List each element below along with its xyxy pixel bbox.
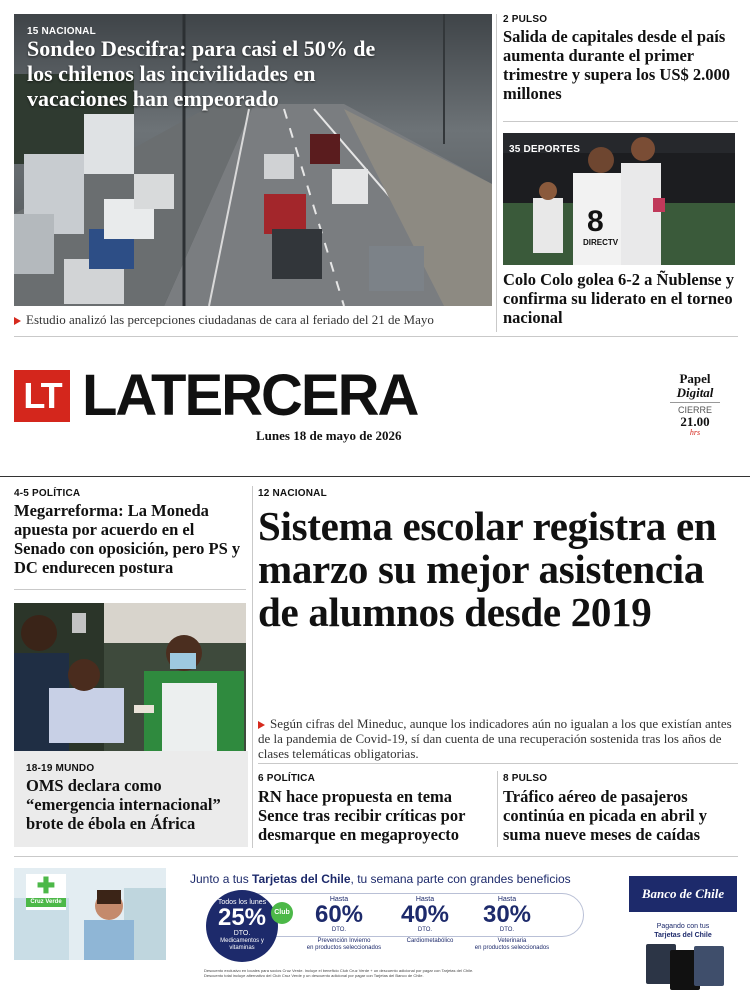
ad-offer-1-hasta: Hasta bbox=[329, 896, 349, 903]
issue-date: Lunes 18 de mayo de 2026 bbox=[256, 428, 402, 443]
mundo-headline[interactable]: OMS declara como “emergencia internacional” brote de ébola en África bbox=[26, 776, 221, 833]
ad-offer-3 bbox=[482, 896, 532, 933]
papel-label: Papel bbox=[679, 371, 711, 386]
ad-pharmacist-photo bbox=[14, 868, 166, 960]
ad-fine-print-1: Descuento exclusivo en locales para socios Cruz Verde. Incluye el beneficio Club Cruz Verde + un descuento adicional por pagar con Tarjetas del Chile. bbox=[204, 968, 474, 973]
jersey-number: 8 bbox=[587, 205, 604, 238]
ad-offer-2-label-box bbox=[390, 938, 470, 945]
green-cross-icon: ✚ bbox=[36, 873, 56, 898]
cruz-verde-logo bbox=[26, 874, 66, 910]
politica-bottom-headline[interactable]: RN hace propuesta en tema Sence tras recibir críticas por desmarque en megaproyecto bbox=[258, 787, 466, 844]
divider-vertical-bottom bbox=[497, 771, 498, 847]
top-story-tag: 15 NACIONAL bbox=[27, 26, 96, 37]
ad-circle-dto: DTO. bbox=[233, 930, 251, 937]
ad-offer-1-pct: 60% bbox=[314, 901, 364, 928]
mundo-photo[interactable] bbox=[14, 603, 246, 751]
ad-circle-top: Todos los lunes bbox=[217, 899, 267, 906]
ad-circle-pct: 25% bbox=[217, 904, 267, 931]
divider-left-1 bbox=[14, 589, 246, 590]
politica-left-tag: 4-5 POLÍTICA bbox=[14, 488, 81, 499]
main-story-tag: 12 NACIONAL bbox=[258, 488, 327, 499]
deportes-headline[interactable]: Colo Colo golea 6-2 a Ñublense y confirma su liderato en el torneo nacional bbox=[503, 270, 734, 327]
bullet-triangle-icon bbox=[14, 317, 21, 325]
ad-offer-3-pct: 30% bbox=[482, 901, 532, 928]
ad-fine-print bbox=[204, 968, 604, 978]
ad-offer-2 bbox=[400, 896, 450, 933]
top-story-caption-row bbox=[14, 312, 494, 328]
ad-offer-3-dto: DTO. bbox=[499, 927, 515, 933]
pulso-top-headline[interactable]: Salida de capitales desde el país aumenta durante el primer trimestre y supera los US$ 2.000 millones bbox=[503, 27, 731, 103]
bullet-triangle-icon bbox=[258, 721, 265, 729]
cruz-verde-label: Cruz Verde bbox=[26, 898, 66, 907]
ad-headline bbox=[190, 872, 571, 886]
ad-headline-pre: Junto a tus bbox=[190, 872, 253, 886]
main-story-summary: Según cifras del Mineduc, aunque los indicadores aún no igualan a los que existían antes de la pandemia de Covid-19, sí dan cuenta de una recuperación sostenida tras los años de clases telemáticas obligatorias. bbox=[258, 716, 732, 761]
divider-vertical-top bbox=[496, 14, 497, 332]
divider-ad-top bbox=[14, 856, 738, 857]
top-story-headline[interactable]: Sondeo Descifra: para casi el 50% de los chilenos las incivilidades en vacaciones han empeorado bbox=[27, 36, 376, 111]
ad-offer-3-hasta: Hasta bbox=[497, 896, 517, 903]
divider-main-bottom bbox=[258, 763, 738, 764]
divider-right-1 bbox=[503, 121, 738, 122]
ad-offer-1-dto: DTO. bbox=[331, 927, 347, 933]
divider-vertical-mid bbox=[252, 486, 253, 848]
politica-bottom-tag: 6 POLÍTICA bbox=[258, 773, 316, 784]
pulso-bottom-tag: 8 PULSO bbox=[503, 773, 548, 784]
ad-pay-line-1: Pagando con tus bbox=[656, 923, 710, 930]
logo-badge[interactable]: LT bbox=[14, 370, 70, 422]
club-badge-icon: Club bbox=[271, 902, 293, 924]
ad-pay-line-2: Tarjetas del Chile bbox=[654, 932, 712, 939]
ad-offer-3-sub: en productos seleccionados bbox=[474, 945, 550, 951]
ad-offer-3-label: Veterinaria bbox=[497, 938, 527, 944]
advertisement-banner[interactable] bbox=[14, 866, 738, 992]
ad-circle-sub: Medicamentos y vitaminas bbox=[220, 938, 264, 951]
pulso-top-tag: 2 PULSO bbox=[503, 14, 548, 25]
ad-monday-circle bbox=[206, 890, 278, 962]
banco-de-chile-logo: Banco de Chile bbox=[629, 876, 737, 912]
divider-masthead-bottom bbox=[0, 476, 750, 477]
health-worker-image bbox=[14, 603, 246, 751]
main-story-headline[interactable]: Sistema escolar registra en marzo su mejor asistencia de alumnos desde 2019 bbox=[258, 503, 717, 635]
ad-offer-3-label-box bbox=[472, 938, 552, 952]
deportes-tag: 35 DEPORTES bbox=[509, 144, 581, 155]
ad-offer-1-label: Prevención Invierno bbox=[317, 938, 371, 944]
ad-offer-2-dto: DTO. bbox=[417, 927, 433, 933]
cierre-unit: hrs bbox=[689, 428, 701, 437]
ad-pay-text bbox=[629, 922, 737, 940]
ad-headline-bold: Tarjetas del Chile bbox=[252, 872, 351, 886]
logo-wordmark[interactable]: LATERCERA bbox=[82, 363, 418, 428]
ad-headline-post: , tu semana parte con grandes beneficios bbox=[350, 872, 571, 886]
ad-offer-1 bbox=[314, 896, 364, 933]
mundo-tag: 18-19 MUNDO bbox=[26, 763, 95, 774]
ad-offer-2-hasta: Hasta bbox=[415, 896, 435, 903]
ad-fine-print-2: Descuento total incluye alternativo del Club Cruz Verde y un descuento adicional por pagar con Tarjetas del Banco de Chile. bbox=[204, 973, 424, 978]
top-story-caption: Estudio analizó las percepciones ciudadanas de cara al feriado del 21 de Mayo bbox=[26, 312, 434, 327]
divider-masthead-top bbox=[14, 336, 738, 337]
ad-offer-1-sub: en productos seleccionados bbox=[306, 945, 382, 951]
cierre-label: CIERRE bbox=[670, 402, 720, 415]
main-story-summary-row bbox=[258, 716, 734, 761]
edition-box[interactable] bbox=[670, 372, 720, 437]
ad-offer-1-label-box bbox=[304, 938, 384, 952]
ad-offer-2-pct: 40% bbox=[400, 901, 450, 928]
cierre-time: 21.00 bbox=[680, 414, 710, 429]
politica-left-headline[interactable]: Megarreforma: La Moneda apuesta por acuerdo en el Senado con oposición, pero PS y DC endurecen postura bbox=[14, 501, 241, 577]
jersey-brand: DIRECTV bbox=[583, 238, 619, 247]
digital-label: Digital bbox=[676, 385, 714, 400]
credit-card-icon bbox=[694, 946, 724, 986]
pulso-bottom-headline[interactable]: Tráfico aéreo de pasajeros continúa en picada en abril y suma nueve meses de caídas bbox=[503, 787, 707, 844]
ad-offer-2-label: Cardiometabólico bbox=[406, 938, 454, 944]
